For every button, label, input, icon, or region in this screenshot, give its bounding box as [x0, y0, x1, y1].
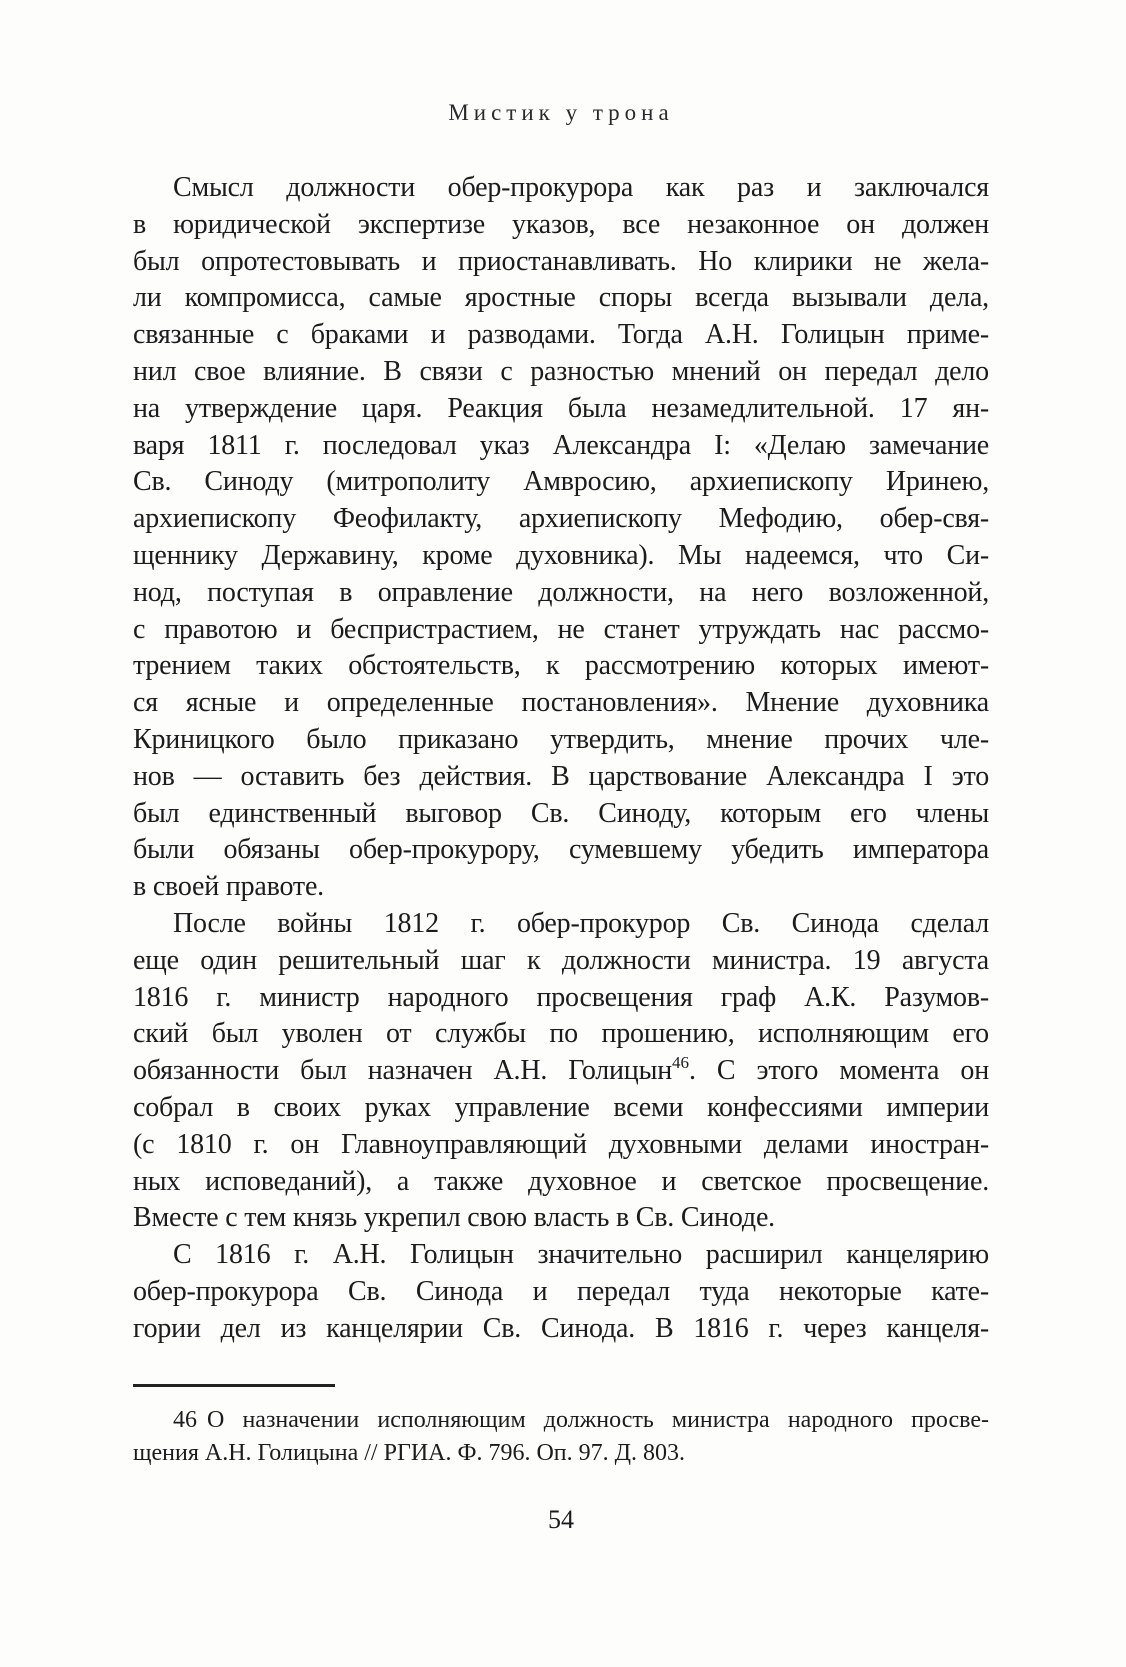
body-line: Вместе с тем князь укрепил свою власть в Св. Синоде.: [133, 1202, 775, 1234]
body-line: гории дел из канцелярии Св. Синода. В 1816 г. через канцеля-: [133, 1312, 989, 1344]
body-line: в юридической экспертизе указов, все незаконное он должен: [133, 208, 989, 240]
footnote-line: [133, 1404, 989, 1437]
body-line: нод, поступая в оправление должности, на него возложенной,: [133, 576, 989, 608]
body-text: [133, 170, 989, 1348]
body-line: связанные с браками и разводами. Тогда А.Н. Голицын приме-: [133, 319, 989, 351]
body-line: был опротестовывать и приостанавливать. Но клирики не жела-: [133, 245, 989, 277]
body-line: еще один решительный шаг к должности министра. 19 августа: [133, 944, 989, 976]
body-line: обер-прокурора Св. Синода и передал туда некоторые кате-: [133, 1275, 989, 1307]
footnote-line: щения А.Н. Голицына // РГИА. Ф. 796. Оп. 97. Д. 803.: [133, 1440, 685, 1466]
body-line: варя 1811 г. последовал указ Александра I: «Делаю замечание: [133, 429, 989, 461]
body-line: Смысл должности обер-прокурора как раз и заключался: [173, 172, 989, 203]
footnote: [133, 1404, 989, 1470]
footnote-ref-46: 46: [672, 1053, 689, 1073]
body-line: собрал в своих руках управление всеми конфессиями империи: [133, 1091, 989, 1123]
body-line-segment: . С этого момента он: [689, 1055, 989, 1087]
body-line: ский был уволен от службы по прошению, исполняющим его: [133, 1018, 989, 1050]
body-line: Св. Синоду (митрополиту Амвросию, архиепископу Иринею,: [133, 466, 989, 498]
body-line: С 1816 г. А.Н. Голицын значительно расширил канцелярию: [173, 1239, 989, 1271]
body-line: с правотою и беспристрастием, не станет утруждать нас рассмо-: [133, 613, 989, 645]
page-number: 54: [548, 1505, 574, 1534]
body-line-with-footnote-ref: [133, 1053, 989, 1090]
body-line-segment: обязанности был назначен А.Н. Голицын: [133, 1055, 672, 1087]
body-line: После войны 1812 г. обер-прокурор Св. Синода сделал: [173, 907, 989, 939]
body-line: на утверждение царя. Реакция была незамедлительной. 17 ян-: [133, 392, 989, 424]
footnote-text: О назначении исполняющим должность министра народного просве-: [207, 1407, 989, 1433]
body-line: ли компромисса, самые яростные споры всегда вызывали дела,: [133, 282, 989, 314]
body-line: были обязаны обер-прокурору, сумевшему убедить императора: [133, 834, 989, 866]
body-line: нов — оставить без действия. В царствование Александра I это: [133, 760, 989, 792]
body-line: ся ясные и определенные постановления». Мнение духовника: [133, 687, 989, 719]
body-line: (с 1810 г. он Главноуправляющий духовными делами иностран-: [133, 1128, 989, 1160]
body-line: трением таких обстоятельств, к рассмотрению которых имеют-: [133, 650, 989, 682]
body-line: Криницкого было приказано утвердить, мнение прочих чле-: [133, 723, 989, 755]
running-header: Мистик у трона: [448, 100, 674, 125]
body-line: архиепископу Феофилакту, архиепископу Мефодию, обер-свя-: [133, 503, 989, 535]
body-line: был единственный выговор Св. Синоду, которым его члены: [133, 797, 989, 829]
body-line: щеннику Державину, кроме духовника). Мы надеемся, что Си-: [133, 539, 989, 571]
footnote-marker: 46: [173, 1407, 197, 1433]
body-line: нил свое влияние. В связи с разностью мнений он передал дело: [133, 355, 989, 387]
body-line: ных исповеданий), а также духовное и светское просвещение.: [133, 1165, 989, 1197]
body-line: в своей правоте.: [133, 871, 324, 903]
footnote-rule: [133, 1384, 335, 1387]
body-line: 1816 г. министр народного просвещения граф А.К. Разумов-: [133, 981, 989, 1013]
